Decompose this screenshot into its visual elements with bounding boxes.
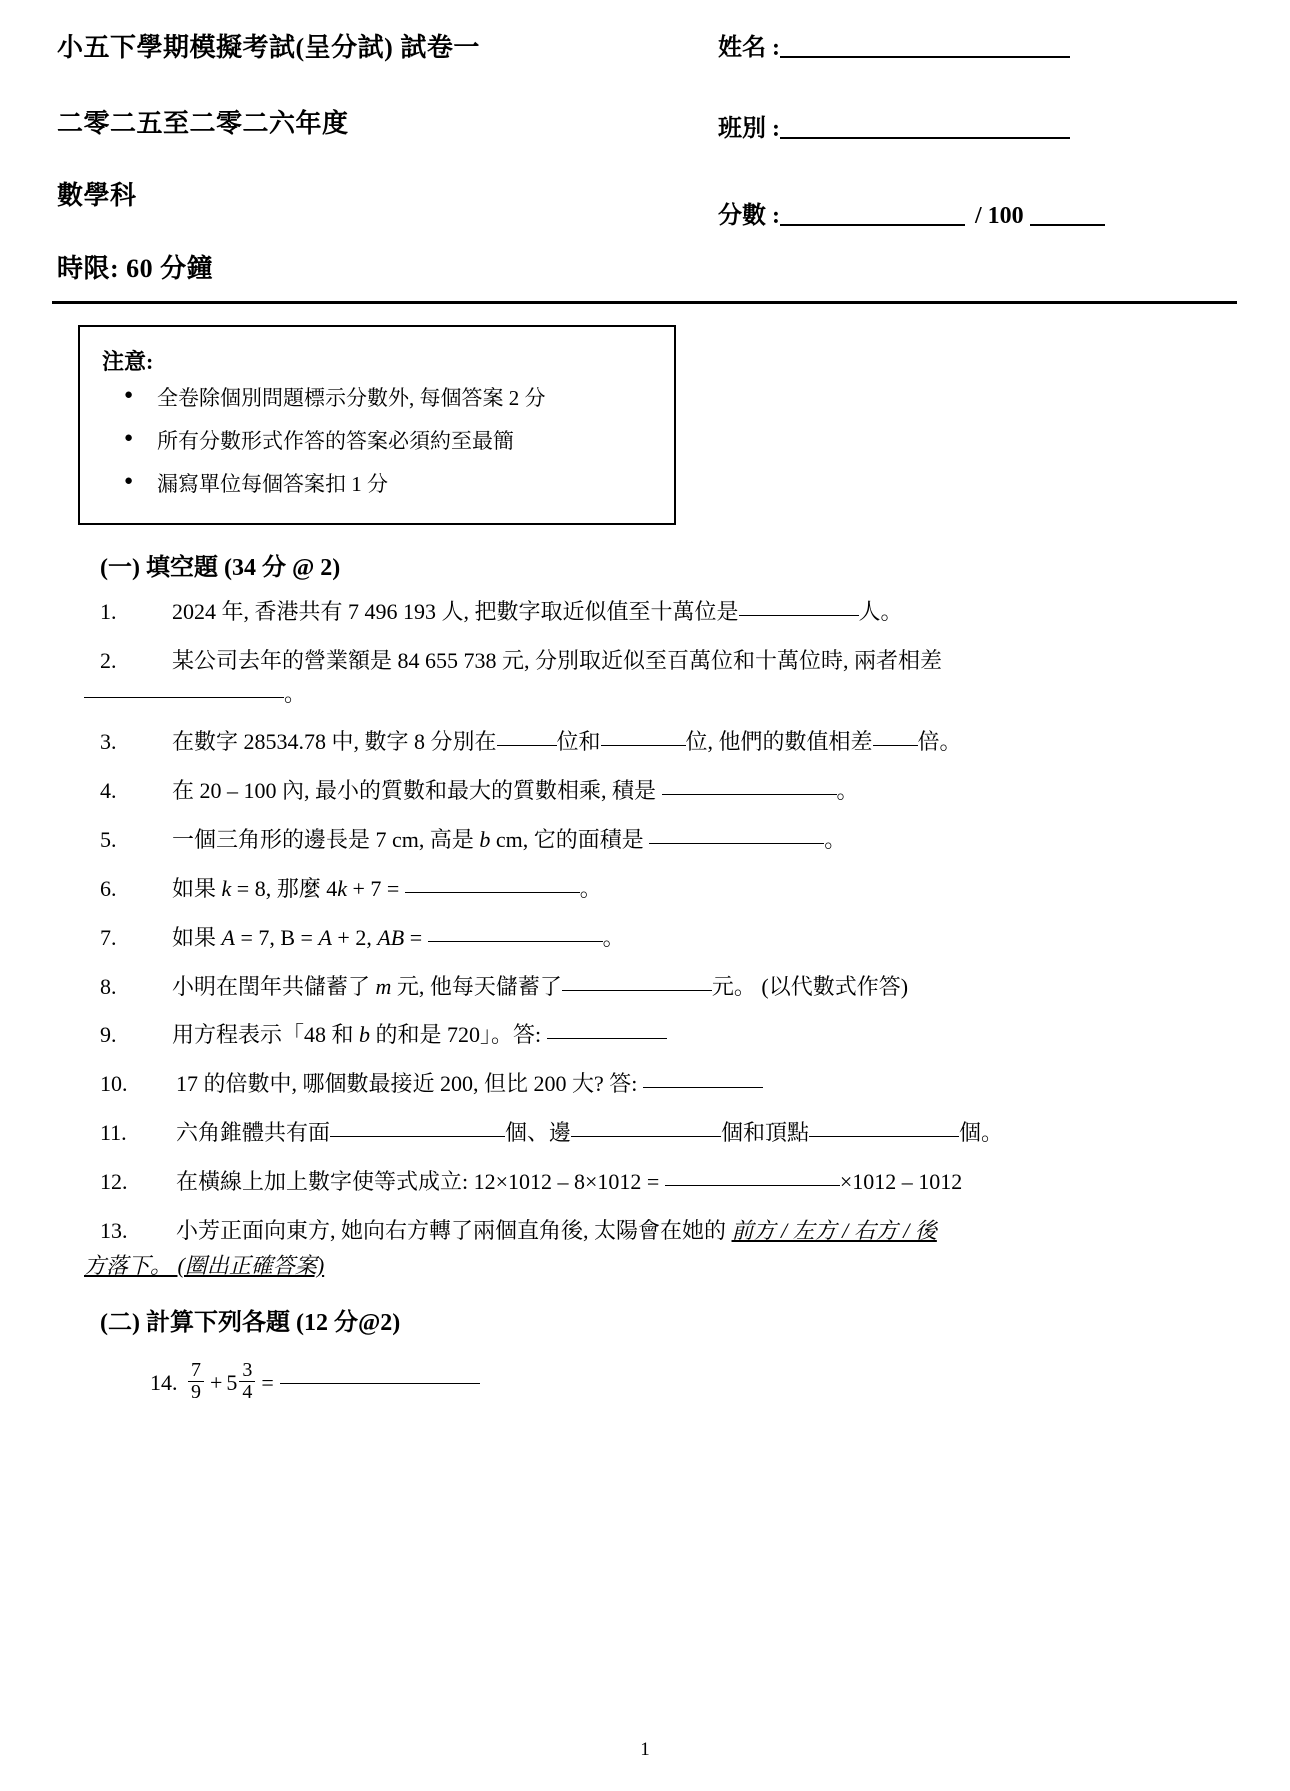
question-text: 小芳正面向東方, 她向右方轉了兩個直角後, 太陽會在她的 — [176, 1217, 732, 1243]
section-two-title: (二) 計算下列各題 (12 分@2) — [100, 1310, 401, 1337]
question-text: 在數字 28534.78 中, 數字 8 分別在 — [172, 729, 497, 755]
whole-number: 5 — [226, 1369, 238, 1395]
class-field-row — [718, 108, 1070, 143]
question-text: 2024 年, 香港共有 7 496 193 人, 把數字取近似值至十萬位是 — [172, 599, 739, 624]
question-text: 如果 — [172, 875, 222, 901]
question-number: 1. — [100, 599, 117, 624]
question-text-2: 個、邊 — [505, 1120, 572, 1146]
question-number: 9. — [100, 1022, 117, 1048]
question-number: 14. — [150, 1369, 178, 1395]
answer-blank[interactable] — [665, 1184, 840, 1186]
question-number: 4. — [100, 778, 117, 804]
answer-blank[interactable] — [649, 842, 824, 844]
page-number: 1 — [640, 1739, 650, 1760]
question-4 — [0, 767, 1290, 816]
variable-k-2: k — [337, 875, 347, 901]
operator-plus: + — [210, 1369, 223, 1395]
answer-blank[interactable] — [405, 891, 580, 893]
variable-b: b — [479, 827, 491, 853]
score-input[interactable] — [780, 223, 965, 226]
question-1 — [0, 588, 1290, 637]
variable-b: b — [359, 1022, 371, 1048]
header-divider — [52, 301, 1237, 304]
answer-blank[interactable] — [739, 614, 859, 616]
question-text-2: = 8, 那麼 4 — [231, 875, 338, 901]
question-13 — [0, 1207, 1290, 1291]
question-text: 如果 — [172, 924, 222, 950]
question-text-3: + 7 = — [346, 875, 405, 901]
question-11 — [0, 1109, 1290, 1158]
question-number: 10. — [100, 1071, 128, 1097]
variable-k: k — [221, 875, 232, 901]
question-text-2: 的和是 720」。答: — [370, 1022, 547, 1048]
question-text: 17 的倍數中, 哪個數最接近 200, 但比 200 大? 答: — [176, 1071, 643, 1097]
question-text-tail: 。 — [836, 778, 859, 804]
question-number: 7. — [100, 924, 117, 950]
answer-choices[interactable]: 前方 / 左方 / 右方 / 後 — [731, 1217, 937, 1243]
question-number: 3. — [100, 729, 117, 755]
question-number: 6. — [100, 875, 117, 901]
subject: 數學科 — [57, 181, 137, 210]
question-number: 5. — [100, 827, 117, 853]
answer-blank[interactable] — [280, 1382, 480, 1384]
class-input[interactable] — [780, 136, 1070, 139]
answer-blank[interactable] — [84, 696, 284, 698]
fraction-denominator: 9 — [188, 1381, 204, 1403]
score-trailing-line — [1030, 223, 1105, 226]
time-limit: 時限: 60 分鐘 — [57, 254, 214, 283]
answer-blank[interactable] — [643, 1086, 763, 1088]
question-text: 在 20 – 100 內, 最小的質數和最大的質數相乘, 積是 — [172, 778, 657, 804]
variable-A: A — [221, 924, 235, 950]
question-text-tail: 方落下。 (圈出正確答案) — [84, 1252, 325, 1278]
list-item: ● 全卷除個別問題標示分數外, 每個答案 2 分 — [102, 388, 674, 409]
page-header — [0, 0, 1290, 283]
question-text-tail: 。 — [824, 827, 847, 853]
question-text-tail: 人。 — [858, 599, 903, 624]
question-9 — [0, 1011, 1290, 1060]
question-text-tail: 個。 — [959, 1120, 1004, 1146]
question-text-tail: 倍。 — [917, 729, 962, 755]
question-text-4: = — [404, 924, 428, 950]
question-text-2: 元, 他每天儲蓄了 — [391, 973, 562, 999]
variable-A-2: A — [318, 924, 332, 950]
question-12 — [0, 1158, 1290, 1207]
question-text-3: + 2, — [331, 924, 378, 950]
question-text: 小明在閏年共儲蓄了 — [172, 973, 376, 999]
exam-content — [0, 535, 1290, 1404]
question-text-tail: 。 — [284, 680, 307, 706]
answer-blank[interactable] — [562, 989, 712, 991]
list-item: ● 所有分數形式作答的答案必須約至最簡 — [102, 431, 674, 452]
answer-blank[interactable] — [428, 940, 603, 942]
question-text-2: 位和 — [556, 729, 601, 755]
question-13-continuation — [84, 1245, 1290, 1280]
question-number: 13. — [100, 1217, 128, 1243]
question-text-2: = 7, B = — [234, 924, 319, 950]
question-number: 12. — [100, 1168, 128, 1194]
question-number: 2. — [100, 647, 117, 673]
section-one-title: (一) 填空題 (34 分 @ 2) — [100, 555, 341, 581]
question-text: 用方程表示「48 和 — [172, 1022, 360, 1048]
question-text-tail: 。 — [602, 924, 625, 950]
question-text: 在橫線上加上數字使等式成立: 12×1012 – 8×1012 = — [176, 1168, 665, 1194]
question-text-tail: 。 — [579, 875, 602, 901]
answer-blank[interactable] — [662, 793, 837, 795]
name-field-row — [718, 27, 1070, 62]
variable-m: m — [375, 973, 392, 999]
answer-blank[interactable] — [497, 744, 557, 746]
question-text-3: 個和頂點 — [721, 1120, 810, 1146]
list-item: ● 漏寫單位每個答案扣 1 分 — [102, 474, 674, 495]
question-text-tail: ×1012 – 1012 — [839, 1168, 963, 1194]
question-6 — [0, 865, 1290, 914]
answer-blank[interactable] — [873, 744, 918, 746]
question-2 — [0, 637, 1290, 719]
equals-sign: = — [261, 1369, 274, 1395]
score-field-row — [718, 195, 1105, 230]
fraction-numerator: 7 — [191, 1359, 201, 1382]
question-text-3: 位, 他們的數值相差 — [685, 729, 873, 755]
question-text-2: cm, 它的面積是 — [490, 827, 644, 853]
question-text: 六角錐體共有面 — [176, 1120, 331, 1146]
question-7 — [0, 914, 1290, 963]
question-text: 一個三角形的邊長是 7 cm, 高是 — [172, 827, 480, 853]
question-2-continuation — [84, 675, 1290, 708]
answer-blank[interactable] — [601, 744, 686, 746]
question-3 — [0, 718, 1290, 767]
fraction-denominator: 4 — [239, 1381, 255, 1403]
notice-box — [78, 325, 676, 525]
question-number: 11. — [100, 1120, 127, 1146]
question-number: 8. — [100, 973, 117, 999]
question-8 — [0, 963, 1290, 1012]
question-text: 某公司去年的營業額是 84 655 738 元, 分別取近似至百萬位和十萬位時, 兩者相差 — [172, 647, 943, 673]
question-text-tail: 元。 (以代數式作答) — [711, 973, 909, 999]
notice-title: 注意: — [102, 349, 154, 374]
question-14 — [150, 1343, 1290, 1404]
answer-blank[interactable] — [809, 1135, 959, 1137]
variable-AB: AB — [377, 924, 405, 950]
question-10 — [0, 1060, 1290, 1109]
fraction-numerator: 3 — [242, 1359, 253, 1382]
academic-year: 二零二五至二零二六年度 — [57, 109, 349, 138]
score-total-label: / 100 — [975, 203, 1024, 229]
fraction-one — [188, 1360, 204, 1403]
name-label: 姓名 : — [718, 35, 780, 61]
answer-blank[interactable] — [330, 1135, 505, 1137]
score-label: 分數 : — [718, 203, 780, 229]
notice-list — [102, 388, 674, 495]
class-label: 班別 : — [718, 116, 780, 142]
name-input[interactable] — [780, 55, 1070, 58]
exam-title: 小五下學期模擬考試(呈分試) 試卷一 — [57, 33, 480, 62]
answer-blank[interactable] — [547, 1037, 667, 1039]
fraction-two — [239, 1360, 255, 1403]
answer-blank[interactable] — [571, 1135, 721, 1137]
question-5 — [0, 816, 1290, 865]
